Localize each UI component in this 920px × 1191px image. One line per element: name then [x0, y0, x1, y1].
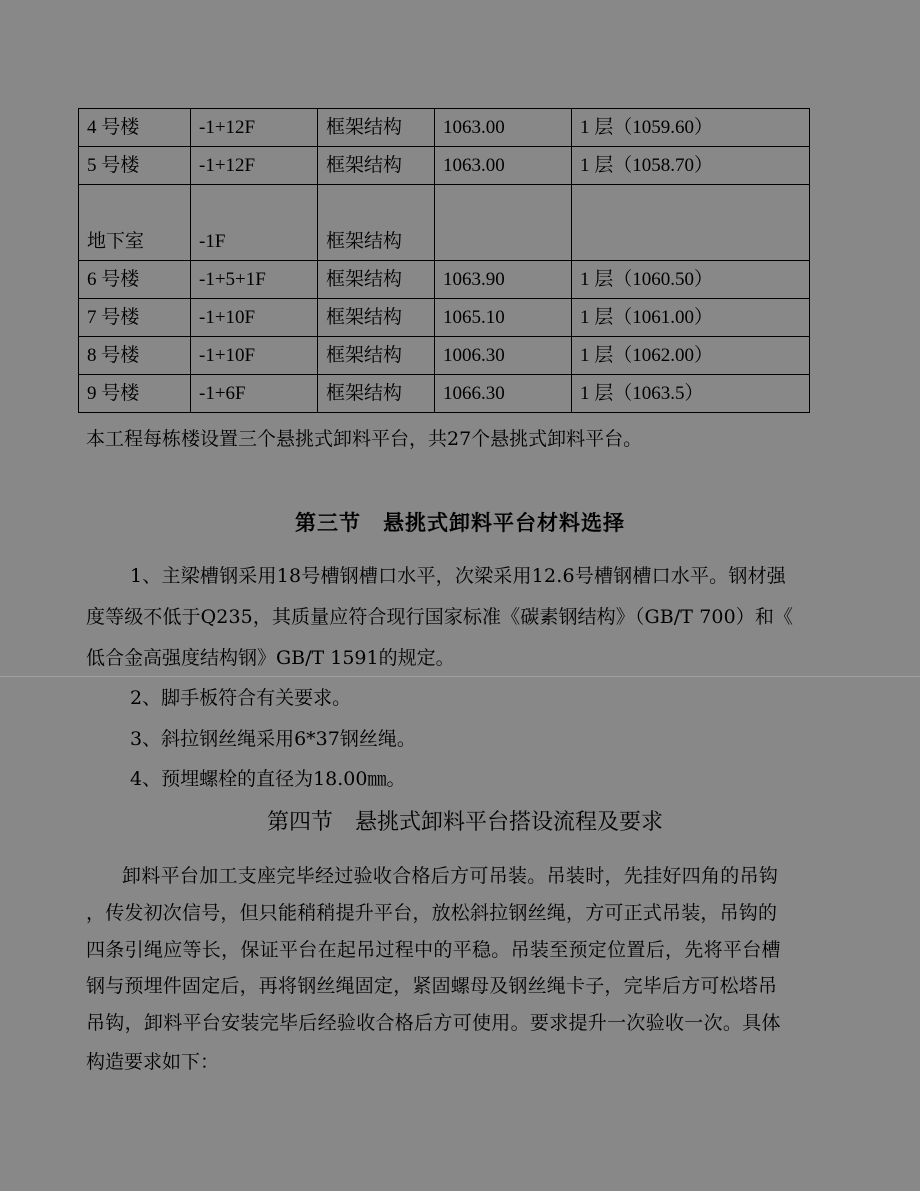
- table-cell-building: 5 号楼: [79, 147, 191, 185]
- platform-count-note: 本工程每栋楼设置三个悬挑式卸料平台，共27个悬挑式卸料平台。: [86, 428, 643, 450]
- table-cell-platform-floor: [572, 185, 810, 261]
- table-cell-building: 6 号楼: [79, 261, 191, 299]
- table-cell-elevation: 1066.30: [435, 375, 572, 413]
- table-cell-platform-floor: 1 层（1063.5）: [572, 375, 810, 413]
- table-cell-floors: -1+10F: [191, 337, 318, 375]
- procedure-paragraph-line2: ，传发初次信号，但只能稍稍提升平台，放松斜拉钢丝绳，方可正式吊装，吊钩的: [86, 902, 778, 924]
- table-cell-floors: -1F: [191, 185, 318, 261]
- table-cell-building: 7 号楼: [79, 299, 191, 337]
- table-cell-structure: 框架结构: [318, 109, 435, 147]
- table-cell-elevation: 1006.30: [435, 337, 572, 375]
- section4-heading: 第四节 悬挑式卸料平台搭设流程及要求: [266, 810, 663, 835]
- material-item1-line3: 低合金高强度结构钢》GB/T 1591的规定。: [86, 647, 455, 669]
- table-row: [79, 261, 810, 299]
- table-row: [79, 375, 810, 413]
- table-cell-building: 4 号楼: [79, 109, 191, 147]
- table-cell-structure: 框架结构: [318, 375, 435, 413]
- section3-heading: 第三节 悬挑式卸料平台材料选择: [295, 511, 625, 535]
- material-item1-line1: 1、主梁槽钢采用18号槽钢槽口水平，次梁采用12.6号槽钢槽口水平。钢材强: [130, 565, 786, 587]
- material-item3: 3、斜拉钢丝绳采用6*37钢丝绳。: [130, 728, 416, 750]
- table-cell-floors: -1+6F: [191, 375, 318, 413]
- table-cell-elevation: 1063.90: [435, 261, 572, 299]
- table-row: [79, 109, 810, 147]
- table-row: [79, 147, 810, 185]
- material-item4: 4、预埋螺栓的直径为18.00㎜。: [130, 768, 406, 790]
- table-cell-platform-floor: 1 层（1061.00）: [572, 299, 810, 337]
- table-cell-floors: -1+5+1F: [191, 261, 318, 299]
- table-cell-platform-floor: 1 层（1060.50）: [572, 261, 810, 299]
- procedure-paragraph-line3: 四条引绳应等长，保证平台在起吊过程中的平稳。吊装至预定位置后，先将平台槽: [86, 939, 781, 961]
- table-row: [79, 299, 810, 337]
- material-item1-line2: 度等级不低于Q235，其质量应符合现行国家标准《碳素钢结构》（GB/T 700）和《: [86, 606, 794, 628]
- table-row: [79, 185, 810, 261]
- procedure-paragraph-line5: 吊钩，卸料平台安装完毕后经验收合格后方可使用。要求提升一次验收一次。具体: [86, 1012, 781, 1034]
- material-item2: 2、脚手板符合有关要求。: [130, 687, 352, 709]
- table-cell-structure: 框架结构: [318, 147, 435, 185]
- table-cell-elevation: 1065.10: [435, 299, 572, 337]
- procedure-paragraph-line4: 钢与预埋件固定后，再将钢丝绳固定，紧固螺母及钢丝绳卡子，完毕后方可松塔吊: [86, 975, 778, 997]
- table-cell-structure: 框架结构: [318, 261, 435, 299]
- building-table: [78, 108, 810, 413]
- table-cell-platform-floor: 1 层（1062.00）: [572, 337, 810, 375]
- table-cell-floors: -1+12F: [191, 109, 318, 147]
- table-cell-platform-floor: 1 层（1058.70）: [572, 147, 810, 185]
- page-divider: [0, 676, 920, 677]
- table-cell-floors: -1+10F: [191, 299, 318, 337]
- table-cell-floors: -1+12F: [191, 147, 318, 185]
- table-cell-elevation: 1063.00: [435, 147, 572, 185]
- table-cell-elevation: 1063.00: [435, 109, 572, 147]
- procedure-paragraph-line6: 构造要求如下：: [86, 1051, 220, 1073]
- table-cell-elevation: [435, 185, 572, 261]
- table-cell-platform-floor: 1 层（1059.60）: [572, 109, 810, 147]
- table-cell-building: 8 号楼: [79, 337, 191, 375]
- table-row: [79, 337, 810, 375]
- table-cell-structure: 框架结构: [318, 337, 435, 375]
- table-cell-building: 9 号楼: [79, 375, 191, 413]
- table-cell-structure: 框架结构: [318, 185, 435, 261]
- table-cell-structure: 框架结构: [318, 299, 435, 337]
- table-cell-building: 地下室: [79, 185, 191, 261]
- procedure-paragraph-line1: 卸料平台加工支座完毕经过验收合格后方可吊装。吊装时，先挂好四角的吊钩: [122, 865, 779, 887]
